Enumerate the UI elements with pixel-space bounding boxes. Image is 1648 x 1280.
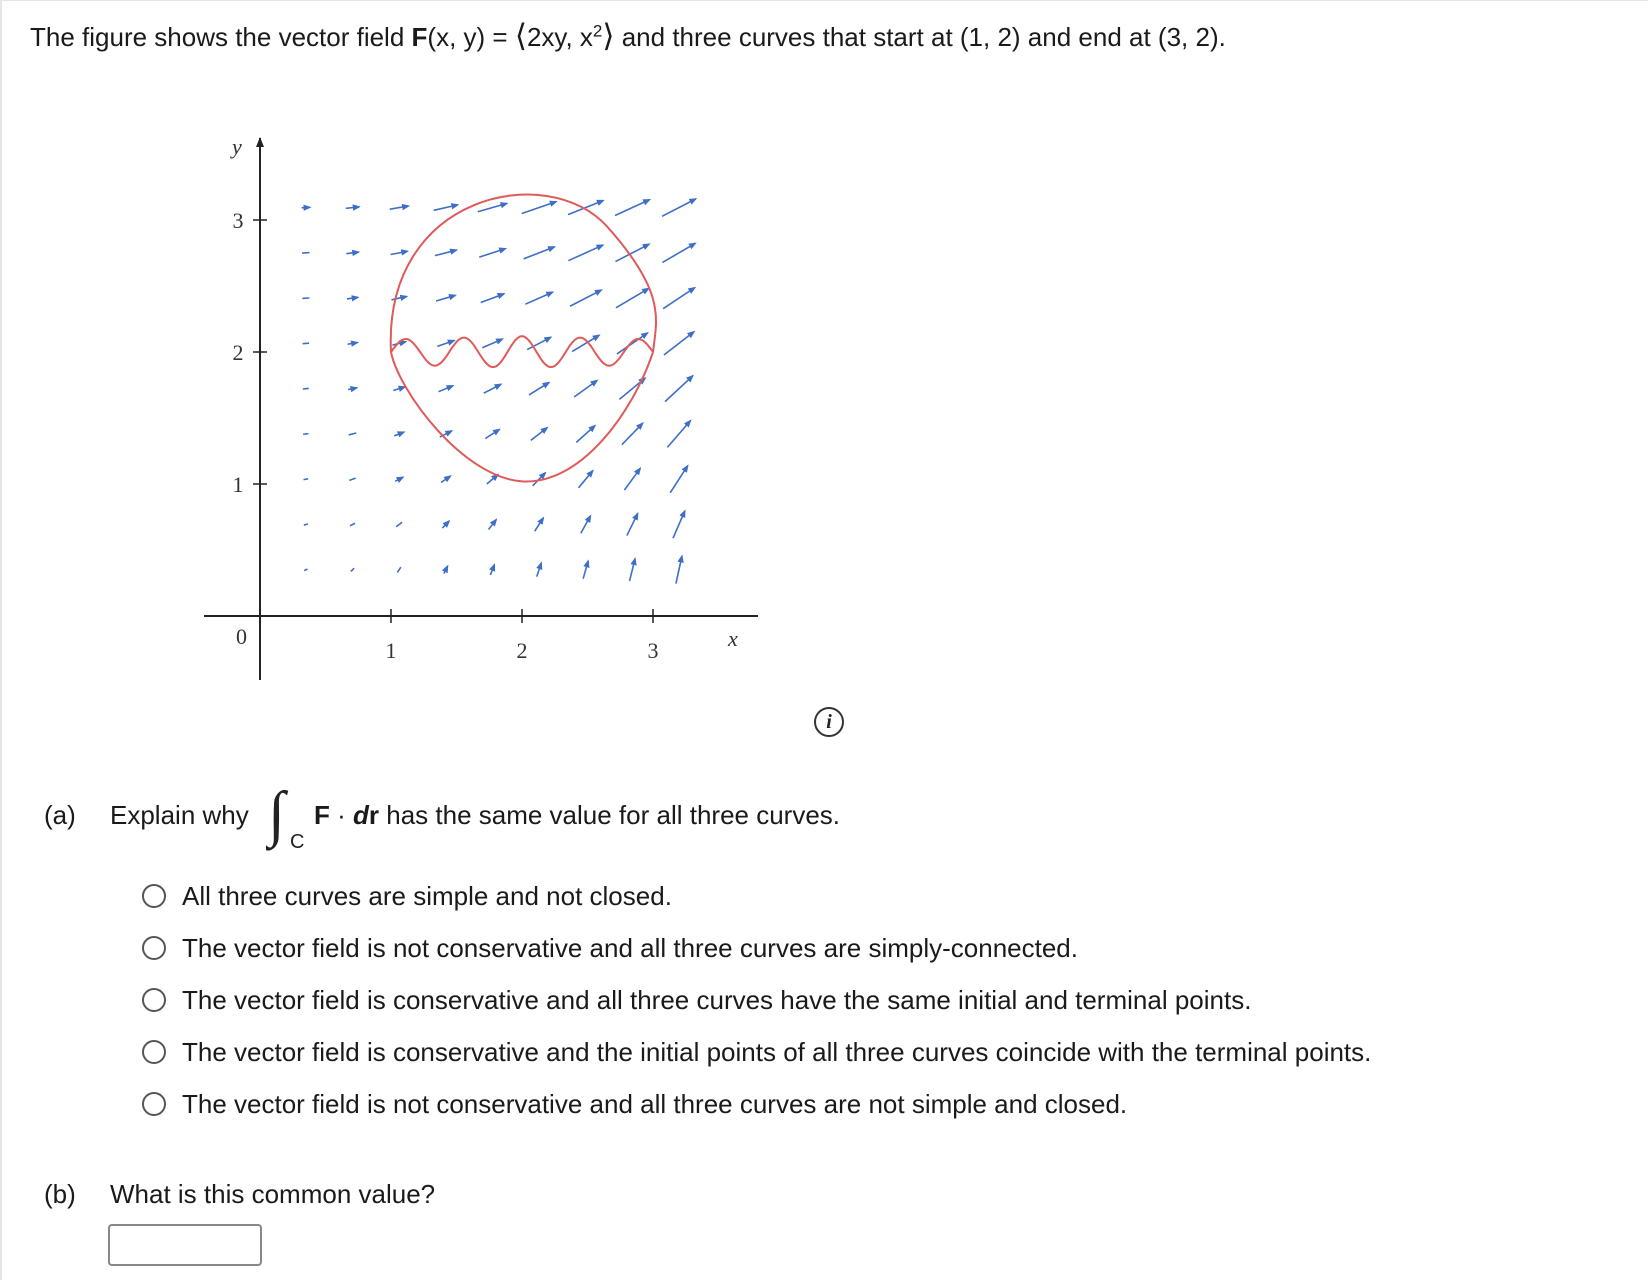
info-button[interactable]: i <box>814 707 844 737</box>
radio-button[interactable] <box>142 988 166 1012</box>
field-arrow <box>665 376 693 402</box>
field-arrow <box>303 343 309 344</box>
part-b-label: (b) <box>44 1179 76 1209</box>
field-arrow <box>617 333 648 354</box>
field-arrow <box>531 428 547 441</box>
field-arrow <box>481 294 504 303</box>
integral-expression: F · dr has the same value for all three curves. <box>314 800 841 830</box>
field-arrow <box>437 341 454 347</box>
field-arrow <box>394 432 404 436</box>
svg-text:∫: ∫ <box>268 780 285 848</box>
field-arrow <box>396 522 402 527</box>
field-symbol: F <box>411 22 428 52</box>
wavy-curve <box>391 336 653 367</box>
field-arrow <box>304 479 309 480</box>
field-arrow <box>522 202 556 214</box>
field-arrow <box>303 434 308 435</box>
field-arrow <box>576 426 595 443</box>
question-prompt: The figure shows the vector field F(x, y) = ⟨2xy, $x^2⟩$ and three curves that start at (1, 2) and end at (3, 2). <box>30 18 1226 53</box>
origin-label: 0 <box>236 624 247 649</box>
part-b-prompt: What is this common value? <box>110 1179 436 1209</box>
vector-field-figure <box>198 132 758 692</box>
field-arrow <box>568 245 603 261</box>
field-arrow <box>439 386 453 392</box>
field-arrow <box>393 387 405 391</box>
curves <box>391 195 656 482</box>
part-a-label: (a) <box>44 800 76 830</box>
field-arrow <box>579 471 593 488</box>
field-arrow <box>663 243 696 262</box>
field-arrow <box>435 250 457 256</box>
axis-ticks <box>253 220 653 623</box>
x-tick-label-2: 2 <box>516 638 528 663</box>
y-tick-label-2: 2 <box>232 340 244 365</box>
field-arrow <box>349 478 355 480</box>
field-arrow <box>664 332 694 355</box>
field-arrow <box>630 559 635 581</box>
field-arrow <box>442 521 449 528</box>
field-arrow <box>304 569 307 571</box>
field-arrow <box>615 200 650 216</box>
y-tick-label-1: 1 <box>232 472 244 497</box>
field-arrow <box>436 295 455 301</box>
field-arrow <box>663 288 695 309</box>
field-arrow <box>624 468 640 490</box>
x-tick-label-3: 3 <box>647 638 659 663</box>
answer-input[interactable] <box>108 1224 262 1266</box>
field-arrow <box>346 252 358 254</box>
field-arrow <box>572 335 599 351</box>
frame-left-border <box>0 0 2 1280</box>
x-axis-label: x <box>728 626 738 651</box>
radio-button[interactable] <box>142 936 166 960</box>
choice-text: The vector field is conservative and all three curves have the same initial and terminal points. <box>182 985 1252 1015</box>
choice-text: The vector field is not conservative and all three curves are not simple and closed. <box>182 1089 1128 1119</box>
field-arrow <box>485 429 499 438</box>
choice-text: The vector field is conservative and the initial points of all three curves coincide with the terminal points. <box>182 1037 1372 1067</box>
field-arrow <box>482 339 502 348</box>
radio-button[interactable] <box>142 1092 166 1116</box>
field-arrow <box>529 382 549 394</box>
field-arrow <box>478 203 507 211</box>
radio-button[interactable] <box>142 884 166 908</box>
field-arrow <box>574 380 597 397</box>
upper-curve <box>391 195 656 352</box>
field-arrow <box>349 433 357 435</box>
field-arrow <box>627 513 638 535</box>
x-tick-label-1: 1 <box>385 638 397 663</box>
field-arrow <box>304 524 308 525</box>
field-arrow <box>346 207 359 209</box>
field-arrow <box>303 388 309 389</box>
field-arrow <box>392 296 407 299</box>
field-arrow <box>348 343 358 345</box>
field-arrow <box>581 516 591 533</box>
field-arrow <box>350 523 355 526</box>
field-arrow <box>391 251 408 254</box>
radio-button[interactable] <box>142 1040 166 1064</box>
field-arrow <box>479 249 505 257</box>
choice-option-1[interactable] <box>142 878 672 914</box>
field-arrow <box>351 568 354 571</box>
part-a-prompt: Explain why <box>110 800 249 830</box>
field-arrow <box>570 290 601 306</box>
integral-subscript: C <box>290 831 305 852</box>
integral-symbol <box>266 780 316 852</box>
lower-curve <box>391 352 653 482</box>
field-arrow <box>441 476 451 483</box>
frame-top-border <box>0 0 1648 1</box>
field-arrow <box>347 297 358 299</box>
choice-option-2[interactable] <box>142 930 1078 966</box>
choice-text: The vector field is not conservative and all three curves are simply-connected. <box>182 933 1078 963</box>
choice-option-4[interactable] <box>142 1034 1371 1070</box>
field-arrow <box>525 292 552 304</box>
choice-text: All three curves are simple and not closed. <box>182 881 672 911</box>
field-arrow <box>622 423 643 445</box>
field-arrow <box>348 388 357 390</box>
field-arrow <box>434 205 458 210</box>
field-arrow <box>490 565 494 575</box>
field-arrow <box>673 511 685 538</box>
field-arrow <box>524 247 555 259</box>
field-arrow <box>670 466 688 493</box>
field-arrow <box>537 563 542 577</box>
field-arrow <box>395 477 403 481</box>
field-arrow <box>535 518 544 531</box>
field-arrow <box>484 384 501 393</box>
y-tick-label-3: 3 <box>232 208 244 233</box>
field-arrow <box>302 298 309 299</box>
field-arrow <box>662 199 696 216</box>
field-arrow <box>616 288 649 307</box>
field-arrow <box>583 561 588 579</box>
y-axis-label: y <box>232 134 242 159</box>
field-arrow <box>667 421 690 448</box>
choice-option-3[interactable] <box>142 982 1251 1018</box>
field-arrow <box>444 566 448 574</box>
field-arrow <box>676 556 682 583</box>
choice-option-5[interactable] <box>142 1086 1127 1122</box>
field-arrow <box>397 567 400 572</box>
field-arrow <box>390 206 409 209</box>
field-arrow <box>489 520 497 530</box>
